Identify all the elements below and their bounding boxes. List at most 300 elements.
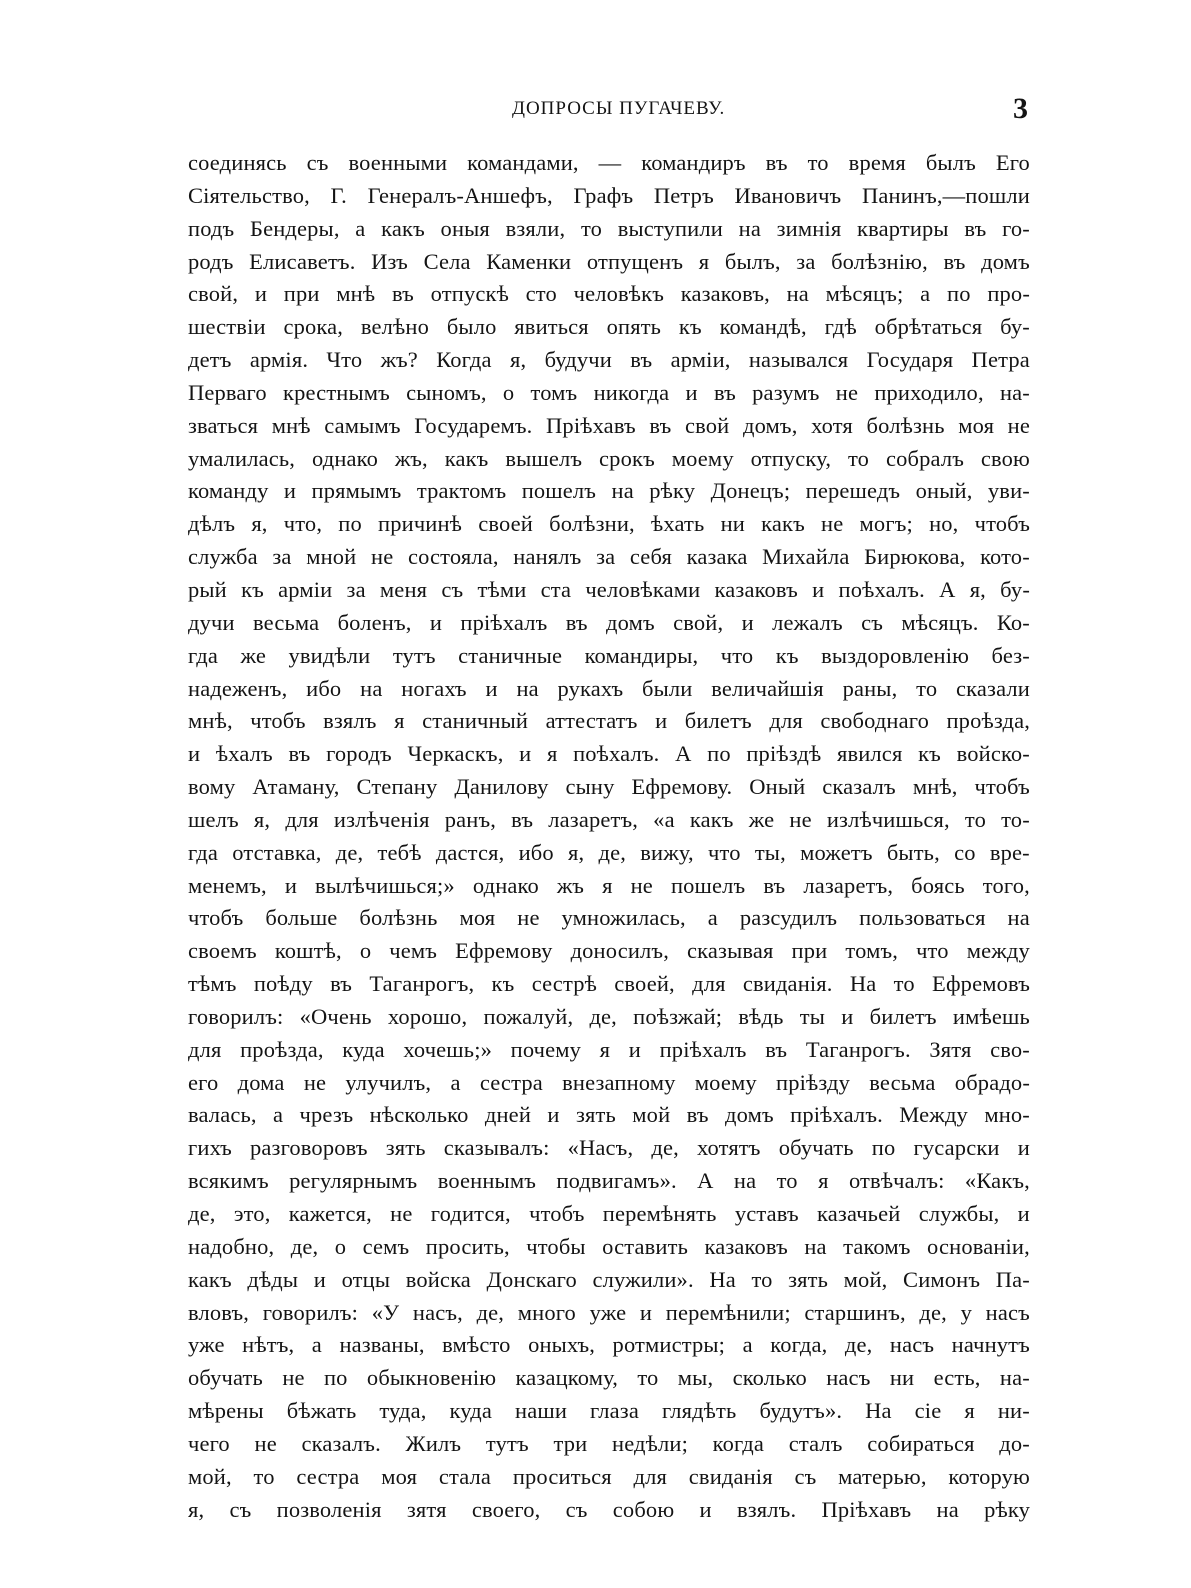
word: прiѣхалъ. xyxy=(790,1102,883,1128)
word: свою xyxy=(980,445,1030,471)
word: были xyxy=(642,675,693,701)
word: Прiѣхавъ xyxy=(821,1496,912,1522)
word: за xyxy=(272,544,292,570)
word: дней xyxy=(484,1102,532,1128)
text-line xyxy=(188,804,1030,837)
word: свой, xyxy=(673,609,724,635)
word: много xyxy=(517,1299,576,1325)
word: имѣешь xyxy=(952,1003,1030,1029)
text-line xyxy=(188,377,1030,410)
word: сестра xyxy=(296,1463,360,1489)
word: поѣхалъ. xyxy=(838,576,925,602)
word: свой, xyxy=(188,281,239,307)
word: бу- xyxy=(1000,314,1030,340)
word: регулярнымъ xyxy=(289,1168,418,1194)
word: бу- xyxy=(1000,576,1030,602)
word: прiѣхалъ xyxy=(460,609,548,635)
word: чего xyxy=(188,1430,230,1456)
word: внезапному xyxy=(562,1069,676,1095)
word: къ xyxy=(678,314,702,340)
text-line xyxy=(188,738,1030,771)
word: лежалъ xyxy=(772,609,843,635)
word: чтобы xyxy=(526,1233,586,1259)
word: по xyxy=(871,1135,896,1161)
word: семъ xyxy=(362,1233,410,1259)
word: Па- xyxy=(995,1266,1030,1292)
word: излѣченiя xyxy=(333,806,430,832)
word: моему xyxy=(694,1069,757,1095)
word: какъ xyxy=(381,215,425,241)
word: домъ xyxy=(981,248,1030,274)
text-line xyxy=(188,278,1030,311)
word: дома xyxy=(237,1069,285,1095)
text-line xyxy=(188,1362,1030,1395)
word: сестрѣ xyxy=(531,971,597,997)
word: отцы xyxy=(341,1266,391,1292)
word: гда xyxy=(188,839,218,865)
word: насъ, xyxy=(412,1299,463,1325)
word: глядѣть xyxy=(661,1398,737,1424)
word: я xyxy=(602,872,613,898)
word: дастся, xyxy=(435,839,505,865)
text-line xyxy=(188,1264,1030,1297)
word: въ xyxy=(330,971,353,997)
word: отставка, xyxy=(232,839,322,865)
text-line xyxy=(188,705,1030,738)
word: что xyxy=(708,839,741,865)
word: мы, xyxy=(677,1365,714,1391)
word: Степану xyxy=(356,774,438,800)
word: за xyxy=(796,248,816,274)
text-line xyxy=(188,968,1030,1001)
word: Донскаго xyxy=(486,1266,577,1292)
word: ибо xyxy=(518,839,554,865)
word: то xyxy=(637,1365,659,1391)
word: взяли, xyxy=(505,215,566,241)
word: подвигамъ». xyxy=(556,1168,677,1194)
word: а xyxy=(450,1069,461,1095)
word: и xyxy=(655,708,668,734)
word: отвѣчалъ: xyxy=(848,1168,945,1194)
word: мой, xyxy=(843,1266,888,1292)
word: де, xyxy=(589,1003,617,1029)
word: на xyxy=(786,281,809,307)
word: выступили xyxy=(617,215,723,241)
word: къ xyxy=(775,642,799,668)
word: и xyxy=(283,478,297,504)
word: командами, xyxy=(467,150,579,175)
text-line xyxy=(188,541,1030,574)
word: никогда xyxy=(593,379,670,405)
word: рѣку xyxy=(984,1496,1030,1522)
word: на- xyxy=(999,379,1030,405)
word: болѣзни, xyxy=(549,511,635,537)
word: на xyxy=(936,1496,959,1522)
word: уже xyxy=(589,1299,627,1325)
word: разсудилъ xyxy=(739,905,838,931)
word: разумъ xyxy=(752,379,820,405)
word: хотя xyxy=(811,412,853,438)
word: моему xyxy=(671,445,734,471)
word: нѣтъ, xyxy=(242,1332,295,1358)
word: по xyxy=(338,511,362,537)
word: Изъ xyxy=(371,248,408,274)
word: какъ xyxy=(444,445,489,471)
word: самымъ xyxy=(324,412,401,438)
word: На xyxy=(849,971,877,997)
text-line xyxy=(188,1034,1030,1067)
word: для xyxy=(188,1036,222,1062)
word: де, xyxy=(290,1233,319,1259)
word: время xyxy=(848,150,906,175)
word: на xyxy=(738,215,761,241)
word: вмѣсто xyxy=(442,1332,511,1358)
word: казака xyxy=(686,544,748,570)
word: до- xyxy=(999,1430,1030,1456)
word: туда, xyxy=(379,1398,427,1424)
word: армiи, xyxy=(670,347,731,373)
word: о xyxy=(502,379,515,405)
word: такомъ xyxy=(843,1233,911,1259)
word: соединясь xyxy=(188,150,287,175)
word: раны, xyxy=(842,675,898,701)
word: станичные xyxy=(458,642,563,668)
word: я xyxy=(818,1168,829,1194)
word: не xyxy=(371,544,394,570)
word: позволенiя xyxy=(276,1496,382,1522)
word: и xyxy=(519,741,532,767)
word: Бирюкова, xyxy=(864,544,966,570)
text-line xyxy=(188,574,1030,607)
word: ста xyxy=(540,576,572,602)
word: жъ? xyxy=(380,347,418,373)
word: зимнiя xyxy=(776,215,842,241)
word: свиданiя xyxy=(688,1463,773,1489)
word: при xyxy=(283,281,320,307)
word: о xyxy=(334,1233,347,1259)
word: умалилась, xyxy=(188,445,296,471)
word: тѣми xyxy=(477,576,527,602)
word: какъ xyxy=(761,511,805,537)
word: сыну xyxy=(565,774,615,800)
word: а xyxy=(273,1102,284,1128)
word: дучи xyxy=(188,609,235,635)
word: когда, xyxy=(770,1332,828,1358)
word: то xyxy=(847,445,870,471)
word: мнѣ, xyxy=(912,774,958,800)
text-line xyxy=(188,1461,1030,1494)
word: это, xyxy=(233,1201,271,1226)
word: въ xyxy=(686,1102,709,1128)
word: чрезъ xyxy=(299,1102,354,1128)
text-line xyxy=(188,311,1030,344)
word: Его xyxy=(995,150,1030,175)
word: обучать xyxy=(188,1365,263,1391)
word: дѣды xyxy=(247,1266,299,1292)
word: службы, xyxy=(918,1201,1000,1226)
word: томъ xyxy=(530,379,578,405)
word: Михайла xyxy=(762,544,850,570)
word: по xyxy=(707,741,731,767)
word: Жилъ xyxy=(405,1430,462,1456)
word: къ xyxy=(241,576,264,602)
word: родъ xyxy=(188,248,234,274)
word: выздоровленiю xyxy=(821,642,970,668)
word: я xyxy=(698,248,710,274)
word: хотятъ xyxy=(696,1135,761,1161)
word: что xyxy=(720,642,754,668)
word: кото- xyxy=(980,544,1030,570)
word: хорошо, xyxy=(387,1003,468,1029)
word: съ xyxy=(794,1463,817,1489)
word: однако xyxy=(472,872,539,898)
word: жъ, xyxy=(394,445,428,471)
word: излѣчишься, xyxy=(826,806,950,832)
word: не xyxy=(390,1201,413,1226)
word: уви- xyxy=(987,478,1030,504)
word: Села xyxy=(423,248,471,274)
word: о xyxy=(359,938,372,964)
word: мной xyxy=(306,544,357,570)
word: почему xyxy=(510,1036,582,1062)
word: въ xyxy=(765,1036,788,1062)
word: улучилъ, xyxy=(345,1069,432,1095)
word: военнымъ xyxy=(437,1168,536,1194)
word: ѣхать xyxy=(650,511,705,537)
word: трактомъ xyxy=(416,478,507,504)
word: болѣзнiю, xyxy=(831,248,928,274)
word: въ xyxy=(763,872,786,898)
word: нѣсколько xyxy=(369,1102,469,1128)
word: отпущенъ xyxy=(586,248,684,274)
text-line xyxy=(188,475,1030,508)
word: на xyxy=(360,675,383,701)
word: зятя xyxy=(406,1496,447,1522)
word: сказывалъ: xyxy=(443,1135,550,1161)
word: моя xyxy=(381,1463,418,1489)
word: въ xyxy=(511,806,534,832)
word: названы, xyxy=(339,1332,425,1358)
text-line xyxy=(188,443,1030,476)
word: команду xyxy=(188,478,269,504)
word: и xyxy=(812,576,825,602)
body-text xyxy=(188,147,1030,1526)
word: — xyxy=(598,150,622,175)
text-line xyxy=(188,1494,1030,1527)
word: то xyxy=(776,1168,798,1194)
word: человѣками xyxy=(585,576,701,602)
word: то xyxy=(964,806,986,832)
word: же xyxy=(240,642,266,668)
word: томъ, xyxy=(845,938,899,964)
word: про- xyxy=(987,281,1030,307)
word: Черкаскъ, xyxy=(407,741,504,767)
word: велѣно xyxy=(360,314,430,340)
word: и xyxy=(685,379,698,405)
word: домъ xyxy=(725,1102,774,1128)
word: нанялъ xyxy=(513,544,582,570)
word: чемъ xyxy=(389,938,438,964)
word: разговоровъ xyxy=(250,1135,368,1161)
word: моя xyxy=(958,412,995,438)
word: съ xyxy=(861,609,884,635)
word: зять xyxy=(788,1266,829,1292)
word: обучать xyxy=(778,1135,854,1161)
word: говорилъ: xyxy=(262,1299,359,1325)
word: казаковъ, xyxy=(680,281,770,307)
word: по xyxy=(947,281,971,307)
word: я, xyxy=(188,1496,205,1522)
word: сказалъ. xyxy=(301,1430,381,1456)
word: гусарски xyxy=(913,1135,1000,1161)
word: насъ xyxy=(985,1299,1030,1325)
word: и xyxy=(1017,1201,1030,1226)
word: хочешь;» xyxy=(403,1036,492,1062)
word: по xyxy=(323,1365,348,1391)
word: но, xyxy=(929,511,959,537)
word: без- xyxy=(991,642,1030,668)
word: казаковъ xyxy=(704,1233,788,1259)
word: начнутъ xyxy=(951,1332,1030,1358)
word: казацкому, xyxy=(515,1365,619,1391)
word: то xyxy=(751,1266,773,1292)
word: со xyxy=(954,839,976,865)
word: а xyxy=(920,281,931,307)
word: есть, xyxy=(933,1365,981,1391)
word: Ко- xyxy=(996,609,1030,635)
word: Ивановичъ xyxy=(734,182,842,208)
word: мой xyxy=(632,1102,671,1128)
word: къ xyxy=(918,741,941,767)
word: ни xyxy=(720,511,745,537)
word: сколько xyxy=(732,1365,807,1391)
word: годится, xyxy=(430,1201,511,1226)
word: на xyxy=(611,478,634,504)
word: и xyxy=(547,1102,560,1128)
word: при xyxy=(791,938,828,964)
word: собралъ xyxy=(885,445,964,471)
text-line xyxy=(188,213,1030,246)
word: всякимъ xyxy=(188,1168,269,1194)
word: Ефремову xyxy=(455,938,553,964)
word: вижу, xyxy=(640,839,694,865)
word: я, xyxy=(509,347,527,373)
word: когда xyxy=(712,1430,764,1456)
word: на xyxy=(804,1233,827,1259)
word: Прiѣхавъ xyxy=(546,412,636,438)
word: къ xyxy=(491,971,515,997)
word: вому xyxy=(188,774,236,800)
word: своего, xyxy=(471,1496,541,1522)
word: могъ; xyxy=(859,511,913,537)
word: мѣрены xyxy=(188,1398,264,1424)
word: чтобъ xyxy=(529,1201,585,1226)
word: служба xyxy=(188,544,258,570)
word: вышелъ xyxy=(505,445,583,471)
word: ни- xyxy=(997,1398,1030,1424)
word: отпускѣ xyxy=(430,281,509,307)
word: Сiятельство, xyxy=(188,182,310,208)
word: чтобъ xyxy=(250,708,306,734)
word: моя xyxy=(459,905,496,931)
word: на xyxy=(1007,905,1030,931)
word: за xyxy=(346,576,366,602)
word: Перваго xyxy=(188,379,267,405)
word: поѣхалъ. xyxy=(573,741,660,767)
text-line xyxy=(188,180,1030,213)
word: больше xyxy=(265,905,338,931)
word: пошелъ xyxy=(521,478,597,504)
word: въ xyxy=(288,741,311,767)
word: Симонъ xyxy=(903,1266,981,1292)
word: говорилъ: xyxy=(188,1003,284,1029)
text-line xyxy=(188,870,1030,903)
word: казачьей xyxy=(817,1201,901,1226)
word: тутъ xyxy=(485,1430,529,1456)
word: съ xyxy=(565,1496,588,1522)
word: коштѣ, xyxy=(274,938,342,964)
word: назывался xyxy=(748,347,849,373)
word: своей, xyxy=(614,971,675,997)
word: болѣзнь xyxy=(866,412,945,438)
word: и xyxy=(485,675,498,701)
word: свой xyxy=(685,412,730,438)
word: домъ xyxy=(606,609,655,635)
text-line xyxy=(188,1297,1030,1330)
word: станичный xyxy=(422,708,529,734)
word: и xyxy=(313,1266,326,1292)
word: Донецъ; xyxy=(710,478,791,504)
word: а xyxy=(355,215,366,241)
word: боясь xyxy=(911,872,965,898)
word: то xyxy=(893,971,915,997)
word: дѣлъ xyxy=(188,511,236,537)
word: бѣжать xyxy=(286,1398,357,1424)
text-line xyxy=(188,837,1030,870)
word: болѣзнь xyxy=(359,905,438,931)
word: у xyxy=(960,1299,972,1325)
word: не xyxy=(303,1069,327,1095)
word: Панинъ,—пошли xyxy=(861,182,1030,208)
word: и xyxy=(639,1299,653,1325)
word: состояла, xyxy=(407,544,499,570)
word: что, xyxy=(283,511,323,537)
word: подъ xyxy=(188,215,235,241)
word: вылѣчишься;» xyxy=(315,872,455,898)
word: своей xyxy=(478,511,533,537)
word: срокъ xyxy=(599,445,655,471)
word: матерью, xyxy=(838,1463,927,1489)
word: «Очень xyxy=(299,1003,372,1029)
word: можетъ xyxy=(800,839,873,865)
text-line xyxy=(188,246,1030,279)
word: причинѣ xyxy=(378,511,463,537)
word: На xyxy=(865,1398,892,1424)
word: я, xyxy=(253,806,271,832)
text-line xyxy=(188,508,1030,541)
word: командиръ xyxy=(641,150,746,175)
word: а xyxy=(311,1332,322,1358)
word: обрѣтаться xyxy=(874,314,983,340)
text-line xyxy=(188,1067,1030,1100)
word: не xyxy=(1007,412,1030,438)
word: лазаретъ, xyxy=(548,806,639,832)
word: насъ xyxy=(889,1332,935,1358)
word: кажется, xyxy=(288,1201,372,1226)
word: валась, xyxy=(188,1102,257,1128)
word: Когда xyxy=(436,347,492,373)
word: А xyxy=(939,576,956,602)
